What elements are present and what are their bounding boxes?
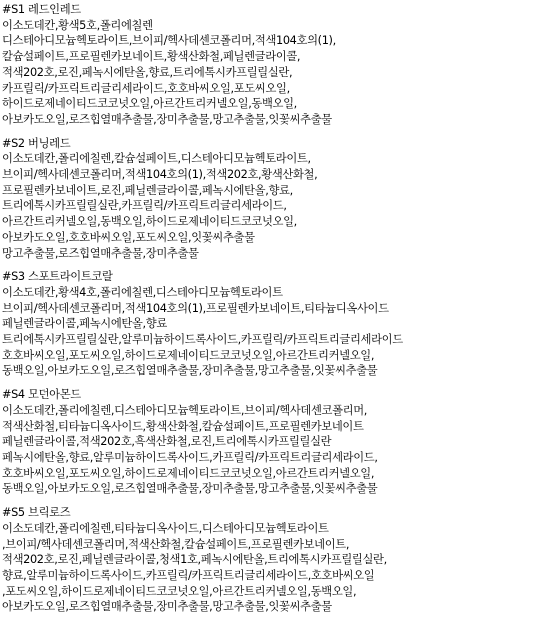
ingredient-line: 아보카도오일,호호바씨오일,포도씨오일,잇꽃씨추출물 <box>2 230 255 244</box>
ingredient-line: 페닐렌글라이콜,페녹시에탄올,향료 <box>2 317 167 331</box>
ingredient-line: ,브이피/헥사데센코폴리머,적색산화철,칼슘설페이트,프로필렌카보네이트, <box>2 537 350 551</box>
ingredient-line: 트리에톡시카프릴릴실란,카프릴릭/카프릭트리글리세라이드, <box>2 199 287 213</box>
ingredient-line: 아보카도오일,로즈힙열매추출물,장미추출물,망고추출물,잇꽃씨추출물 <box>2 600 332 614</box>
section-s2 <box>2 136 546 262</box>
section-heading: #S3 스포트라이트코랄 <box>2 270 113 284</box>
ingredient-line: 아르간트리커넬오일,동백오일,하이드로제네이티드코코넛오일, <box>2 215 297 229</box>
section-heading: #S4 모던아몬드 <box>2 388 81 402</box>
section-s4 <box>2 387 546 497</box>
section-s5 <box>2 505 546 615</box>
ingredient-line: 동백오일,아보카도오일,로즈힙열매추출물,장미추출물,망고추출물,잇꽃씨추출물 <box>2 482 378 496</box>
ingredient-line: ,포도씨오일,하이드로제네이티드코코넛오일,아르간트리커넬오일,동백오일, <box>2 584 357 598</box>
ingredient-line: 하이드로제네이티드코코넛오일,아르간트리커넬오일,동백오일, <box>2 97 297 111</box>
ingredient-line: 디스테아디모늄헥토라이트,브이피/헥사데센코폴리머,적색104호의(1), <box>2 34 336 48</box>
ingredient-line: 프로필렌카보네이트,로진,페닐렌글라이콜,페녹시에탄올,향료, <box>2 183 293 197</box>
ingredient-line: 망고추출물,로즈힙열매추출물,장미추출물 <box>2 246 199 260</box>
ingredient-line: 호호바씨오일,포도씨오일,하이드로제네이티드코코넛오일,아르간트리커넬오일, <box>2 348 375 362</box>
ingredient-document <box>2 2 546 623</box>
ingredient-line: 페닐렌글라이콜,적색202호,흑색산화철,로진,트리에톡시카프릴릴실란 <box>2 435 332 449</box>
ingredient-line: 페녹시에탄올,향료,알루미늄하이드록사이드,카프릴릭/카프릭트리글리세라이드, <box>2 450 378 464</box>
ingredient-line: 카프릴릭/카프릭트리글리세라이드,호호바씨오일,포도씨오일, <box>2 81 290 95</box>
section-heading: #S2 버닝레드 <box>2 136 71 150</box>
ingredient-line: 이소도데칸,황색5호,폴리에칠렌 <box>2 18 153 32</box>
ingredient-line: 이소도데칸,폴리에칠렌,디스테아디모늄헥토라이트,브이피/헥사데센코폴리머, <box>2 403 367 417</box>
section-s1 <box>2 2 546 128</box>
section-heading: #S1 레드인레드 <box>2 3 81 16</box>
ingredient-line: 트리에톡시카프릴릴실란,알루미늄하이드록사이드,카프릴릭/카프릭트리글리세라이드 <box>2 333 403 347</box>
ingredient-line: 동백오일,아보카도오일,로즈힙열매추출물,장미추출물,망고추출물,잇꽃씨추출물 <box>2 364 378 378</box>
ingredient-line: 호호바씨오일,포도씨오일,하이드로제네이티드코코넛오일,아르간트리커넬오일, <box>2 466 375 480</box>
section-s3 <box>2 269 546 379</box>
ingredient-line: 칼슘설페이트,프로필렌카보네이트,황색산화철,페닐렌글라이콜, <box>2 50 301 64</box>
ingredient-line: 향료,알루미늄하이드록사이드,카프릴릭/카프릭트리글리세라이드,호호바씨오일 <box>2 568 375 582</box>
ingredient-line: 브이피/헥사데센코폴리머,적색104호의(1),프로필렌카보네이트,티타늄디옥사이드 <box>2 301 389 315</box>
ingredient-line: 이소도데칸,황색4호,폴리에칠렌,디스테아디모늄헥토라이트 <box>2 285 283 299</box>
ingredient-line: 적색산화철,티타늄디옥사이드,황색산화철,칼슘설페이트,프로필렌카보네이트 <box>2 419 364 433</box>
ingredient-line: 이소도데칸,폴리에칠렌,티타늄디옥사이드,디스테아디모늄헥토라이트 <box>2 521 329 535</box>
ingredient-line: 적색202호,로진,페닐렌글라이콜,청색1호,페녹시에탄올,트리에톡시카프릴릴실란, <box>2 553 387 567</box>
ingredient-line: 아보카도오일,로즈힙열매추출물,장미추출물,망고추출물,잇꽃씨추출물 <box>2 112 332 126</box>
ingredient-line: 브이피/헥사데센코폴리머,적색104호의(1),적색202호,황색산화철, <box>2 168 318 182</box>
ingredient-line: 적색202호,로진,페녹시에탄올,향료,트리에톡시카프릴릴실란, <box>2 65 293 79</box>
ingredient-line: 이소도데칸,폴리에칠렌,칼슘설페이트,디스테아디모늄헥토라이트, <box>2 152 311 166</box>
section-heading: #S5 브릭로즈 <box>2 506 71 520</box>
